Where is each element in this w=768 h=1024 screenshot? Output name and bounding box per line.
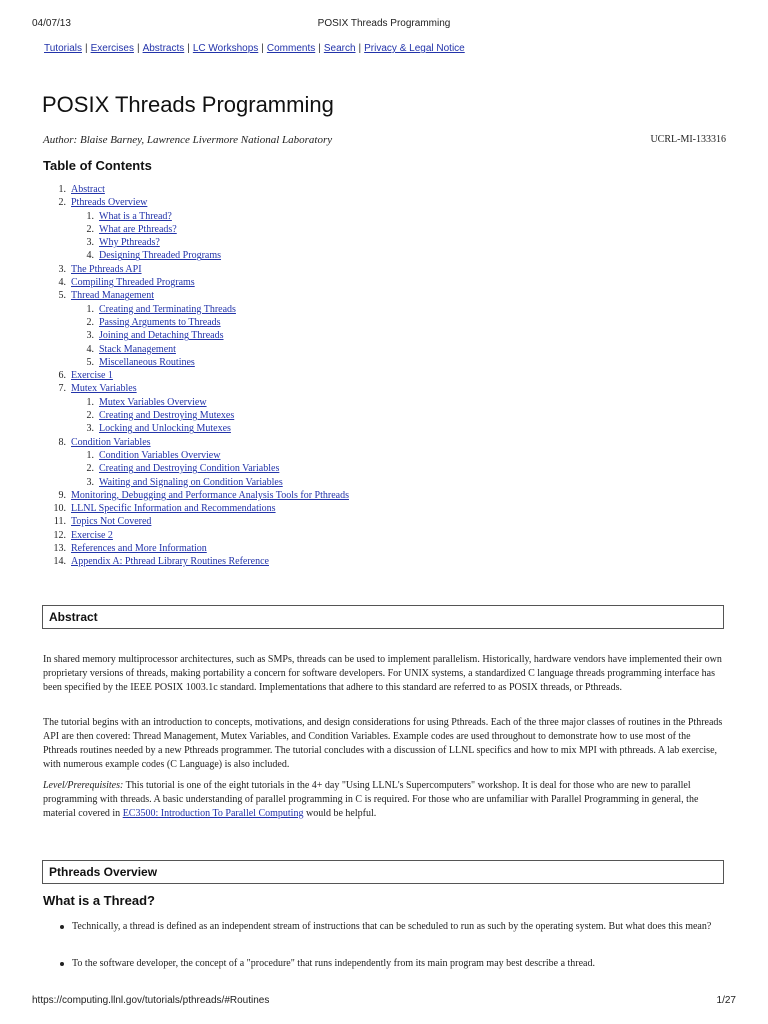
toc-item-number: 1. [58, 184, 66, 195]
toc-item-number: 2. [86, 316, 94, 328]
print-page-title: POSIX Threads Programming [317, 18, 451, 29]
abstract-paragraph-2: The tutorial begins with an introduction to concepts, motivations, and design considerations for using Pthreads. Each of the three major classes of routines in the Pthreads API are then covered: Thread Management, Mutex Variables, and Condition Variables. Example codes are used throughout to demonstrate how to use most of the Pthreads routines needed by a new Pthreads programmer. The tutorial concludes with a discussion of LLNL specifics and how to mix MPI with pthreads. A lab exercise, with numerous example codes (C Language) is also included. [43, 717, 723, 770]
toc-item [43, 289, 443, 302]
subheading-what-is-a-thread: What is a Thread? [43, 893, 155, 908]
toc-item-number: 4. [86, 343, 94, 355]
nav-link-search[interactable]: Search [323, 43, 356, 54]
toc-item-number: 3. [86, 476, 94, 488]
toc-link[interactable]: Mutex Variables [71, 383, 137, 395]
nav-separator: | [187, 43, 190, 54]
nav-separator: | [84, 43, 88, 54]
print-url: https://computing.llnl.gov/tutorials/pthreads/#Routines [32, 995, 270, 1006]
toc-item [43, 436, 443, 449]
toc-item-number: 2. [58, 197, 66, 209]
toc-subitem [43, 409, 443, 422]
document-id: UCRL-MI-133316 [650, 134, 726, 145]
toc-subitem [43, 396, 443, 409]
author-line: Author: Blaise Barney, Lawrence Livermore National Laboratory [43, 134, 333, 146]
toc-item-number: 7. [58, 383, 66, 395]
toc-link[interactable]: Condition Variables Overview [99, 449, 221, 461]
toc-link[interactable]: Waiting and Signaling on Condition Variables [99, 476, 283, 488]
toc-subitem [43, 476, 443, 489]
toc-item [43, 529, 443, 542]
toc-link[interactable]: The Pthreads API [71, 263, 142, 275]
prerequisites-label: Level/Prerequisites: [43, 780, 124, 791]
toc-link[interactable]: What is a Thread? [99, 210, 172, 222]
nav-link-exercises[interactable]: Exercises [90, 43, 134, 54]
toc-item [43, 555, 443, 568]
toc-link[interactable]: What are Pthreads? [99, 223, 177, 235]
toc-item-number: 1. [86, 396, 94, 408]
toc-item-number: 4. [58, 277, 66, 289]
table-of-contents [43, 183, 443, 569]
toc-link[interactable]: Abstract [71, 184, 105, 195]
toc-link[interactable]: Creating and Destroying Mutexes [99, 410, 235, 422]
toc-link[interactable]: Designing Threaded Programs [99, 250, 222, 262]
nav-link-comments[interactable]: Comments [266, 43, 316, 54]
print-date: 04/07/13 [32, 18, 71, 29]
toc-item [43, 542, 443, 555]
toc-item-number: 2. [86, 410, 94, 422]
page-title: POSIX Threads Programming [42, 92, 334, 117]
print-footer [32, 995, 736, 1009]
prerequisites-text-end: would be helpful. [303, 808, 377, 819]
toc-item-number: 2. [86, 463, 94, 475]
toc-link[interactable]: LLNL Specific Information and Recommendations [71, 503, 276, 515]
toc-item-number: 1. [86, 449, 94, 461]
toc-link[interactable]: Joining and Detaching Threads [99, 330, 224, 342]
nav-separator: | [136, 43, 140, 54]
toc-item-number: 14. [53, 556, 66, 568]
toc-subitem [43, 249, 443, 262]
toc-link[interactable]: Stack Management [99, 343, 176, 355]
toc-subitem [43, 236, 443, 249]
toc-item [43, 183, 443, 196]
bullet-icon [60, 925, 64, 929]
toc-subitem [43, 329, 443, 342]
toc-subitem [43, 343, 443, 356]
print-header [32, 18, 736, 32]
section-header-pthreads-overview: Pthreads Overview [42, 860, 724, 884]
toc-item-number: 6. [58, 370, 66, 382]
toc-item [43, 263, 443, 276]
toc-link[interactable]: Passing Arguments to Threads [99, 316, 221, 328]
toc-item-number: 3. [86, 423, 94, 435]
toc-item-number: 11. [53, 516, 66, 528]
nav-separator: | [318, 43, 321, 54]
toc-item [43, 515, 443, 528]
toc-item-number: 3. [86, 237, 94, 249]
toc-subitem [43, 462, 443, 475]
toc-item-number: 5. [58, 290, 66, 302]
toc-link[interactable]: Topics Not Covered [71, 516, 152, 528]
abstract-paragraph-3 [43, 779, 725, 821]
toc-item [43, 502, 443, 515]
toc-link[interactable]: Mutex Variables Overview [99, 396, 207, 408]
toc-item [43, 276, 443, 289]
toc-link[interactable]: Locking and Unlocking Mutexes [99, 423, 231, 435]
toc-link[interactable]: References and More Information [71, 543, 207, 555]
toc-item [43, 489, 443, 502]
nav-link-tutorials[interactable]: Tutorials [44, 43, 82, 54]
toc-link[interactable]: Pthreads Overview [71, 197, 148, 209]
toc-item-number: 13. [53, 543, 66, 555]
toc-item-number: 5. [86, 356, 94, 368]
toc-subitem [43, 449, 443, 462]
section-header-abstract: Abstract [42, 605, 724, 629]
toc-link[interactable]: Condition Variables [71, 436, 151, 448]
toc-subitem [43, 210, 443, 223]
nav-link-privacy[interactable]: Privacy & Legal Notice [364, 43, 465, 54]
toc-subitem [43, 422, 443, 435]
toc-link[interactable]: Monitoring, Debugging and Performance Analysis Tools for Pthreads [71, 489, 349, 501]
toc-link[interactable]: Creating and Destroying Condition Variables [99, 463, 280, 475]
toc-link[interactable]: Exercise 2 [71, 529, 113, 541]
prerequisites-text: This tutorial is one of the eight tutorials in the 4+ day "Using LLNL's Supercomputers" workshop. It is deal for those who are new to parallel programming with threads. A basic understanding of parallel programming in C is required. For those who are unfamiliar with Parallel Programming in general, the material covered in [43, 780, 699, 819]
toc-item-number: 1. [86, 303, 94, 315]
toc-subitem [43, 356, 443, 369]
nav-separator: | [261, 43, 264, 54]
nav-link-lc-workshops[interactable]: LC Workshops [192, 43, 259, 54]
toc-link[interactable]: Creating and Terminating Threads [99, 303, 236, 315]
toc-item-number: 9. [58, 489, 66, 501]
toc-item [43, 196, 443, 209]
toc-item-number: 1. [86, 210, 94, 222]
toc-item-number: 2. [86, 223, 94, 235]
nav-separator: | [358, 43, 362, 54]
toc-item-number: 3. [58, 263, 66, 275]
toc-subitem [43, 316, 443, 329]
toc-link[interactable]: Miscellaneous Routines [99, 356, 195, 368]
toc-link[interactable]: Why Pthreads? [99, 237, 160, 249]
toc-link[interactable]: Exercise 1 [71, 370, 113, 382]
toc-item-number: 12. [53, 529, 66, 541]
toc-item-number: 4. [86, 250, 94, 262]
ec3500-link[interactable]: EC3500: Introduction To Parallel Computing [122, 808, 304, 819]
toc-item-number: 10. [53, 503, 66, 515]
toc-item [43, 369, 443, 382]
toc-link[interactable]: Appendix A: Pthread Library Routines Reference [71, 556, 269, 568]
toc-item-number: 3. [86, 330, 94, 342]
page-number: 1/27 [716, 995, 736, 1006]
toc-item [43, 382, 443, 395]
toc-subitem [43, 303, 443, 316]
toc-subitem [43, 223, 443, 236]
toc-item-number: 8. [58, 436, 66, 448]
list-item-text: To the software developer, the concept of a "procedure" that runs independently from its main program may best describe a thread. [72, 958, 595, 969]
nav-link-abstracts[interactable]: Abstracts [142, 43, 185, 54]
top-nav [44, 43, 465, 54]
list-item-text: Technically, a thread is defined as an independent stream of instructions that can be scheduled to run as such by the operating system. But what does this mean? [72, 921, 712, 932]
bullet-icon [60, 962, 64, 966]
toc-link[interactable]: Thread Management [71, 290, 155, 302]
toc-link[interactable]: Compiling Threaded Programs [71, 277, 195, 289]
abstract-paragraph-1: In shared memory multiprocessor architectures, such as SMPs, threads can be used to implement parallelism. Historically, hardware vendors have implemented their own proprietary versions of threads, making portability a concern for software developers. For UNIX systems, a standardized C language threads programming interface has been specified by the IEEE POSIX 1003.1c standard. Implementations that adhere to this standard are referred to as POSIX threads, or Pthreads. [43, 654, 722, 693]
toc-heading: Table of Contents [43, 158, 152, 173]
